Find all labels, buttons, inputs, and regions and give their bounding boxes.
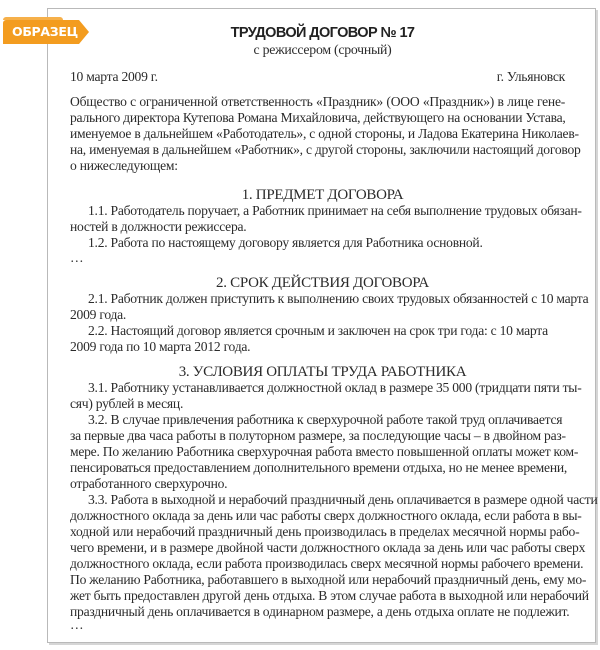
clause-line: 2.1. Работник должен приступить к выполнению своих трудовых обязанностей с 10 марта	[88, 291, 589, 306]
clause-line: 3.2. В случае привлечения работника к сверхурочной работе такой труд оплачивается	[88, 412, 563, 427]
clause-line: 2009 года.	[70, 307, 127, 322]
clause-line: мере. По желанию Работника сверхурочная работа вместо повышенной оплаты может ком-	[70, 444, 579, 459]
preamble-line: рального директора Кутепова Романа Михайловича, действующего на основании Устава,	[70, 110, 566, 125]
ellipsis: …	[70, 617, 84, 632]
clause-line: 2.2. Настоящий договор является срочным и заключен на срок три года: с 10 марта	[88, 323, 548, 338]
clause-line: чего времени, и в размере двойной части должностного оклада за день или час работы сверх	[70, 540, 586, 555]
clause-line: 3.3. Работа в выходной и нерабочий праздничный день оплачивается в размере одной части	[88, 492, 598, 507]
clause-line: отработанного сверхурочно.	[70, 476, 228, 491]
preamble-line: на, именуемая в дальнейшем «Работник», с другой стороны, заключили настоящий договор	[70, 142, 581, 157]
contract-date: 10 марта 2009 г.	[70, 69, 158, 84]
preamble-line: Общество с ограниченной ответственность «Праздник» (ООО «Праздник») в лице гене-	[70, 94, 565, 109]
clause-line: праздничный день оплачивается в одинарном размере, а день отдыха оплате не подлежит.	[70, 604, 570, 619]
section-heading: 1. ПРЕДМЕТ ДОГОВОРА	[241, 187, 404, 203]
clause-line: 3.1. Работнику устанавливается должностной оклад в размере 35 000 (тридцати пяти ты-	[88, 380, 582, 395]
clause-line: ностей в должности режиссера.	[70, 219, 247, 234]
clause-line: сяч) рублей в месяц.	[70, 396, 184, 411]
preamble-line: о нижеследующем:	[70, 158, 178, 173]
clause-line: 1.2. Работа по настоящему договору является для Работника основной.	[88, 235, 483, 250]
clause-line: 2009 года по 10 марта 2012 года.	[70, 339, 251, 354]
clause-line: должностного оклада за день или час работы сверх должностного оклада, если работа в вы-	[70, 508, 582, 523]
clause-line: должностного оклада, если работа производилась сверх месячной нормы рабочего времени.	[70, 556, 584, 571]
contract-city: г. Ульяновск	[496, 69, 565, 84]
clause-line: ходной или нерабочий праздничный день производилась в пределах месячной нормы рабо-	[70, 524, 580, 539]
section-heading: 2. СРОК ДЕЙСТВИЯ ДОГОВОРА	[216, 275, 429, 291]
preamble-line: именуемое в дальнейшем «Работодатель», с одной стороны, и Ладова Екатерина Николаев-	[70, 126, 579, 141]
section-heading: 3. УСЛОВИЯ ОПЛАТЫ ТРУДА РАБОТНИКА	[178, 364, 467, 380]
sample-badge	[3, 20, 79, 44]
clause-line: за первые два часа работы в полуторном размере, за последующие часы – в двойном раз-	[70, 428, 566, 443]
clause-line: жет быть предоставлен другой день отдыха. В этом случае работа в выходной или нерабочий	[70, 588, 589, 603]
clause-line: пенсироваться предоставлением дополнительного времени отдыха, но не менее времени,	[70, 460, 568, 475]
ellipsis: …	[70, 250, 84, 265]
clause-line: По желанию Работника, работавшего в выходной или нерабочий праздничный день, ему мо-	[70, 572, 587, 587]
clause-line: 1.1. Работодатель поручает, а Работник принимает на себя выполнение трудовых обязан-	[88, 203, 582, 218]
document-title: ТРУДОВОЙ ДОГОВОР № 17	[230, 25, 415, 41]
document-subtitle: с режиссером (срочный)	[253, 42, 392, 57]
sample-badge-label: ОБРАЗЕЦ	[12, 24, 78, 39]
